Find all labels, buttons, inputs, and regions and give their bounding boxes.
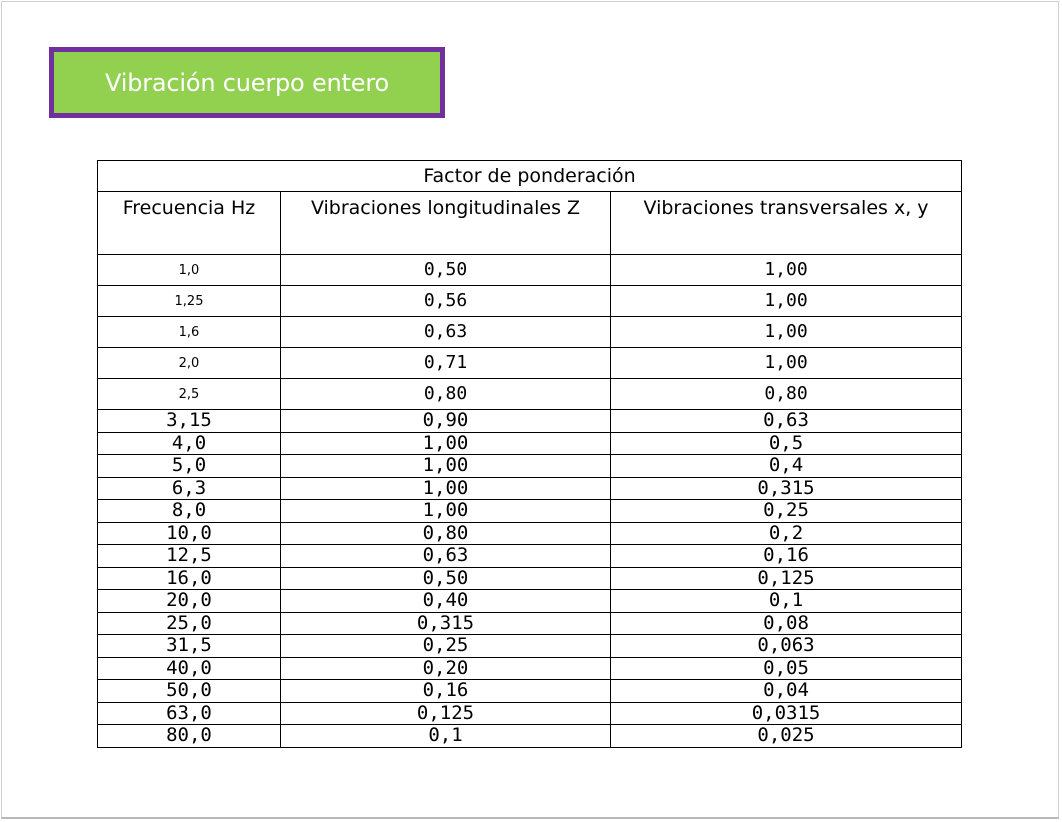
cell-transversal: 0,025 — [611, 725, 962, 748]
table-row — [98, 657, 962, 680]
header-longitudinal: Vibraciones longitudinales Z — [281, 192, 611, 255]
table-row — [98, 455, 962, 478]
cell-frequency: 2,0 — [98, 348, 281, 379]
cell-transversal: 0,2 — [611, 522, 962, 545]
table-row — [98, 545, 962, 568]
table-row — [98, 522, 962, 545]
cell-frequency: 50,0 — [98, 680, 281, 703]
table-row — [98, 725, 962, 748]
cell-transversal: 0,5 — [611, 432, 962, 455]
cell-transversal: 0,04 — [611, 680, 962, 703]
cell-transversal: 0,063 — [611, 635, 962, 658]
table-row — [98, 317, 962, 348]
cell-longitudinal: 0,50 — [281, 255, 611, 286]
cell-transversal: 0,25 — [611, 500, 962, 523]
table-row — [98, 379, 962, 410]
cell-transversal: 0,125 — [611, 567, 962, 590]
table-row — [98, 348, 962, 379]
cell-longitudinal: 0,50 — [281, 567, 611, 590]
table-row — [98, 612, 962, 635]
cell-transversal: 0,1 — [611, 590, 962, 613]
cell-transversal: 0,63 — [611, 410, 962, 433]
table-row — [98, 255, 962, 286]
cell-frequency: 25,0 — [98, 612, 281, 635]
cell-longitudinal: 0,63 — [281, 317, 611, 348]
cell-longitudinal: 1,00 — [281, 500, 611, 523]
cell-longitudinal: 0,40 — [281, 590, 611, 613]
cell-longitudinal: 0,71 — [281, 348, 611, 379]
cell-longitudinal: 0,56 — [281, 286, 611, 317]
cell-transversal: 0,16 — [611, 545, 962, 568]
slide-title: Vibración cuerpo entero — [105, 68, 389, 97]
super-header-cell: Factor de ponderación — [98, 161, 962, 192]
cell-longitudinal: 0,90 — [281, 410, 611, 433]
cell-longitudinal: 0,20 — [281, 657, 611, 680]
cell-transversal: 0,0315 — [611, 702, 962, 725]
weighting-factor-table — [97, 160, 962, 748]
cell-transversal: 1,00 — [611, 317, 962, 348]
cell-longitudinal: 0,1 — [281, 725, 611, 748]
cell-frequency: 4,0 — [98, 432, 281, 455]
cell-transversal: 1,00 — [611, 286, 962, 317]
cell-transversal: 0,08 — [611, 612, 962, 635]
cell-frequency: 1,0 — [98, 255, 281, 286]
cell-transversal: 1,00 — [611, 348, 962, 379]
table-header-row — [98, 192, 962, 255]
slide — [1, 1, 1059, 819]
table-row — [98, 635, 962, 658]
table-row — [98, 410, 962, 433]
cell-longitudinal: 0,125 — [281, 702, 611, 725]
table-row — [98, 286, 962, 317]
cell-frequency: 1,25 — [98, 286, 281, 317]
cell-frequency: 16,0 — [98, 567, 281, 590]
cell-longitudinal: 0,25 — [281, 635, 611, 658]
cell-longitudinal: 0,80 — [281, 522, 611, 545]
table-row — [98, 702, 962, 725]
cell-frequency: 10,0 — [98, 522, 281, 545]
table-row — [98, 432, 962, 455]
cell-longitudinal: 0,16 — [281, 680, 611, 703]
cell-frequency: 31,5 — [98, 635, 281, 658]
title-banner — [49, 47, 445, 118]
cell-longitudinal: 0,80 — [281, 379, 611, 410]
cell-frequency: 12,5 — [98, 545, 281, 568]
header-transversal: Vibraciones transversales x, y — [611, 192, 962, 255]
cell-frequency: 20,0 — [98, 590, 281, 613]
cell-transversal: 0,80 — [611, 379, 962, 410]
table-row — [98, 680, 962, 703]
table-row — [98, 500, 962, 523]
cell-transversal: 0,315 — [611, 477, 962, 500]
cell-longitudinal: 0,63 — [281, 545, 611, 568]
cell-transversal: 1,00 — [611, 255, 962, 286]
cell-frequency: 2,5 — [98, 379, 281, 410]
cell-longitudinal: 1,00 — [281, 455, 611, 478]
cell-frequency: 6,3 — [98, 477, 281, 500]
table-row — [98, 567, 962, 590]
cell-transversal: 0,05 — [611, 657, 962, 680]
cell-frequency: 1,6 — [98, 317, 281, 348]
cell-frequency: 40,0 — [98, 657, 281, 680]
table-row — [98, 590, 962, 613]
cell-frequency: 63,0 — [98, 702, 281, 725]
cell-frequency: 5,0 — [98, 455, 281, 478]
cell-longitudinal: 0,315 — [281, 612, 611, 635]
cell-transversal: 0,4 — [611, 455, 962, 478]
cell-longitudinal: 1,00 — [281, 477, 611, 500]
table-super-header-row — [98, 161, 962, 192]
header-frequency: Frecuencia Hz — [98, 192, 281, 255]
cell-longitudinal: 1,00 — [281, 432, 611, 455]
cell-frequency: 3,15 — [98, 410, 281, 433]
cell-frequency: 80,0 — [98, 725, 281, 748]
table-row — [98, 477, 962, 500]
cell-frequency: 8,0 — [98, 500, 281, 523]
